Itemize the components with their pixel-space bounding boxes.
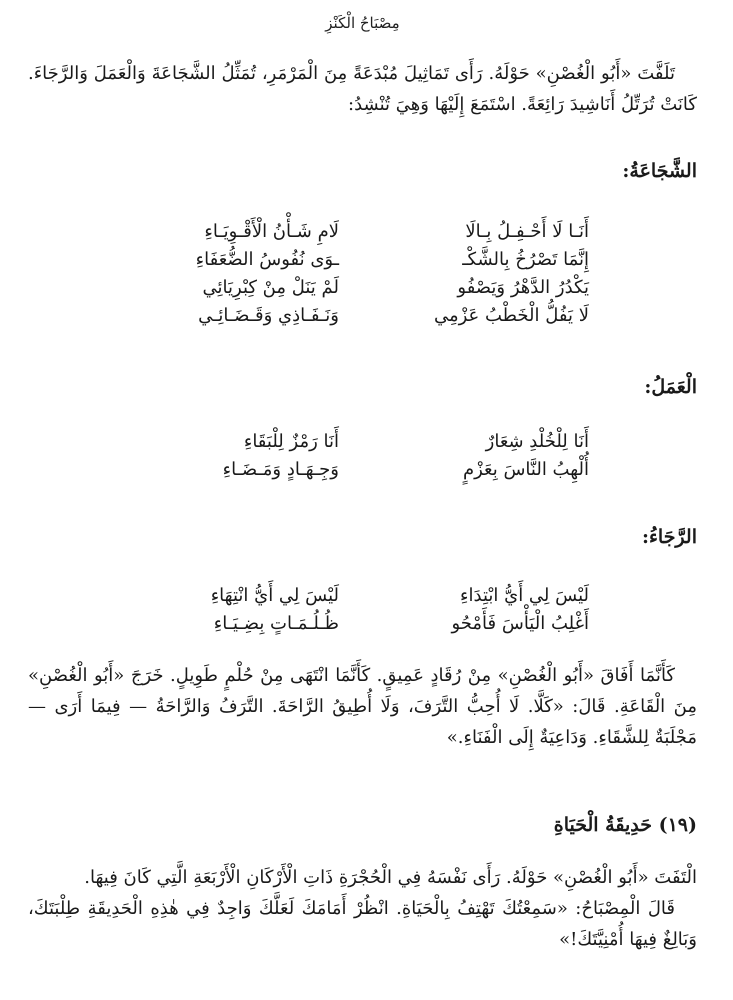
verse: [169, 218, 589, 246]
verse: [169, 302, 589, 330]
verse-first-hemistich: يَكْدُرُ الدَّهْرُ وَيَصْفُو: [457, 277, 589, 298]
verse: [169, 610, 589, 638]
chapter-title: (١٩) حَدِيقَةُ الْحَيَاةِ: [553, 814, 697, 836]
verse-second-hemistich: وَنَـفَـاذِي وَقَـضَـائِـي: [198, 305, 339, 326]
book-page: [28, 0, 697, 1000]
verse-second-hemistich: ـوَى نُفُوسُ الضُّعَفَاءِ: [195, 249, 339, 270]
section-title-work: الْعَمَلُ:: [644, 376, 697, 398]
verse-first-hemistich: أَنَا لِلْخُلْدِ شِعَارٌ: [485, 431, 589, 452]
verse-second-hemistich: وَجِـهَـادٍ وَمَـضَـاءِ: [222, 459, 339, 480]
verse: [169, 274, 589, 302]
poem-hope: [169, 582, 589, 638]
verse-first-hemistich: لَيْسَ لِي أَيُّ ابْتِدَاءِ: [460, 585, 589, 606]
verse-first-hemistich: إِنَّمَا تَصْرُخُ بِالشَّكْـ: [462, 249, 589, 270]
intro-paragraph: تَلَفَّتَ «أَبُو الْغُصْنِ» حَوْلَهُ. رَأَى تَمَاثِيلَ مُبْدَعَةً مِنَ الْمَرْمَرِ، تُمَثِّلُ الشَّجَاعَةَ وَالْعَمَلَ وَالرَّجَاءَ. كَانَتْ تُرَتِّلُ أَنَاشِيدَ رَائِعَةً. اسْتَمَعَ إِلَيْهَا وَهِيَ تُنْشِدُ:: [28, 63, 697, 115]
verse: [169, 428, 589, 456]
section-title-hope: الرَّجَاءُ:: [641, 526, 697, 548]
verse-second-hemistich: أَنَا رَمْزٌ لِلْبَقَاءِ: [243, 431, 339, 452]
verse-second-hemistich: ظُـلُـمَـاتٍ بِضِـيَـاءِ: [213, 613, 339, 634]
section-title-courage: الشَّجَاعَةُ:: [622, 160, 697, 182]
chapter-paragraph: قَالَ الْمِصْبَاحُ: «سَمِعْتُكَ تَهْتِفُ بِالْحَيَاةِ. انْظُرْ أَمَامَكَ لَعَلَّكَ وَاجِدٌ فِي هٰذِهِ الْحَدِيقَةِ طِلْبَتَكَ، وَبَالِغٌ فِيهَا أُمْنِيَّتَكَ!»: [28, 898, 697, 950]
verse: [169, 246, 589, 274]
verse-first-hemistich: أَنَـا لَا أَحْـفِـلُ بِـالَا: [465, 221, 589, 242]
awakening-paragraph: كَأَنَّمَا أَفَاقَ «أَبُو الْغُصْنِ» مِنْ رُقَادٍ عَمِيقٍ. كَأَنَّمَا انْتَهَى مِنْ حُلْمٍ طَوِيلٍ. خَرَجَ «أَبُو الْغُصْنِ» مِنَ الْقَاعَةِ. قَالَ: «كَلَّا. لَا أُحِبُّ التَّرَفَ، وَلَا أُطِيقُ الرَّاحَةَ. التَّرَفُ وَالرَّاحَةُ — فِيمَا أَرَى — مَجْلَبَةٌ لِلشَّقَاءِ. وَدَاعِيَةٌ إِلَى الْفَنَاءِ.»: [28, 665, 697, 748]
verse: [169, 582, 589, 610]
running-head-title: مِصْبَاحُ الْكَنْزِ: [325, 14, 400, 32]
poem-work: [169, 428, 589, 484]
verse-second-hemistich: لَيْسَ لِي أَيُّ انْتِهَاءِ: [210, 585, 339, 606]
chapter-paragraph: الْتَفَتَ «أَبُو الْغُصْنِ» حَوْلَهُ. رَأَى نَفْسَهُ فِي الْحُجْرَةِ ذَاتِ الْأَرْكَانِ الْأَرْبَعَةِ الَّتِي كَانَ فِيهَا.: [84, 867, 697, 888]
verse-second-hemistich: لَمْ يَنَلْ مِنْ كِبْرِيَائِي: [202, 277, 339, 298]
verse-first-hemistich: أُلْهِبُ النَّاسَ بِعَزْمٍ: [462, 459, 589, 480]
verse-first-hemistich: أَغْلِبُ الْيَأْسَ فَأَمْحُو: [451, 613, 589, 634]
verse-first-hemistich: لَا يَفُلُّ الْخَطْبُ عَزْمِي: [433, 305, 589, 326]
verse-second-hemistich: لَامِ شَـأْنُ الْأَقْـوِيَـاءِ: [204, 221, 339, 242]
verse: [169, 456, 589, 484]
poem-courage: [169, 218, 589, 330]
